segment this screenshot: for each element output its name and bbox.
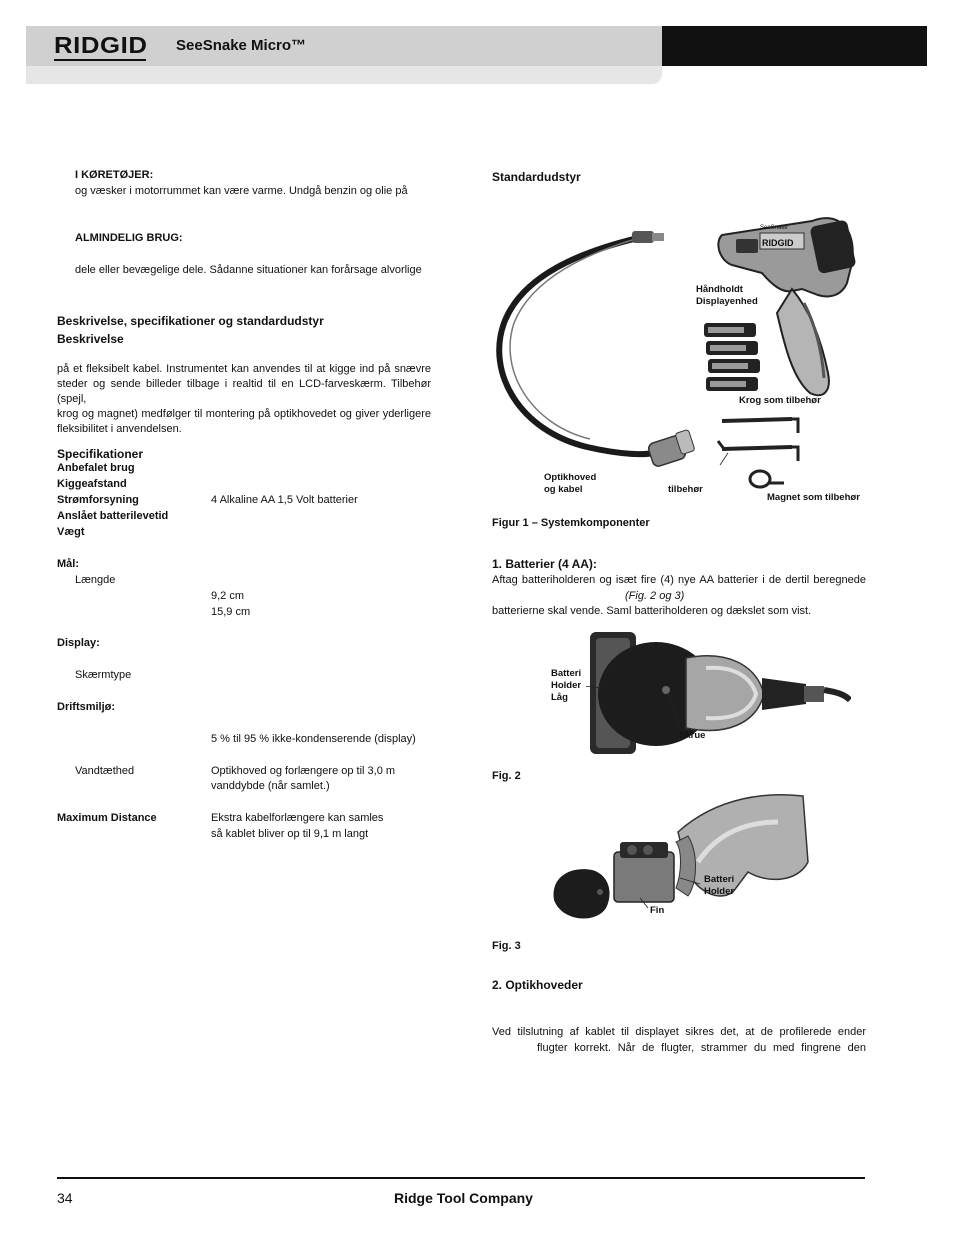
label-camera-1: Optikhoved — [544, 472, 597, 483]
batteries-heading: 1. Batterier (4 AA): — [492, 557, 597, 571]
spec-battery-life: Anslået batterilevetid — [57, 510, 169, 522]
dims-value-1: 9,2 cm — [211, 590, 245, 602]
optics-line-2: flugter korrekt. Når de flugter, strammer du med fingrene den — [537, 1042, 866, 1054]
env-water-value-2: vanddybde (når samlet.) — [211, 780, 330, 792]
screw-icon — [662, 686, 670, 694]
cable-line — [824, 690, 850, 700]
aa-batteries — [704, 323, 760, 391]
vehicles-heading: I KØRETØJER: — [75, 169, 154, 181]
label-camera-2: og kabel — [544, 484, 583, 495]
device-brand-label: RIDGID — [762, 238, 794, 248]
logo-underline — [54, 59, 146, 61]
optics-heading: 2. Optikhoveder — [492, 978, 583, 992]
batteries-line-2: (Fig. 2 og 3) — [625, 590, 685, 602]
label-accessory: tilbehør — [668, 484, 703, 495]
display-type: Skærmtype — [75, 669, 132, 681]
dims-heading: Mål: — [57, 558, 79, 570]
display-heading: Display: — [57, 637, 100, 649]
general-heading: ALMINDELIG BRUG: — [75, 232, 183, 244]
label-handheld-2: Displayenhed — [696, 296, 758, 307]
env-water: Vandtæthed — [75, 765, 135, 777]
env-water-value-1: Optikhoved og forlængere op til 3,0 m — [211, 765, 396, 777]
label-hook: Krog som tilbehør — [739, 395, 821, 406]
page-number: 34 — [57, 1190, 73, 1206]
description-text: på et fleksibelt kabel. Instrumentet kan anvendes til at kigge ind på snævre steder og sende billeder tilbage i realtid til en LCD-farveskærm. Tilbehør (spejl, krog og magnet) medfølger til montering på optikhovedet og giver yderligere fleksibilitet i anvendelsen. — [57, 363, 431, 435]
cable-line — [499, 237, 654, 454]
device-name-label: SeeSnake — [760, 225, 788, 231]
spec-power: Strømforsyning — [57, 494, 139, 506]
spec-weight: Vægt — [57, 526, 85, 538]
header-black-block — [662, 26, 927, 66]
footer-rule — [57, 1177, 865, 1179]
fig3-label-fin: Fin — [650, 905, 665, 916]
general-text: dele eller bevægelige dele. Sådanne situationer kan forårsage alvorlige — [75, 264, 422, 276]
header-band — [26, 66, 662, 84]
env-humidity-value: 5 % til 95 % ikke-kondenserende (display) — [211, 733, 416, 745]
fig2-label-holder-2: Holder — [551, 680, 582, 691]
section-title: Beskrivelse, specifikationer og standardudstyr — [57, 314, 324, 328]
spec-heading: Specifikationer — [57, 447, 144, 461]
description-heading: Beskrivelse — [57, 332, 124, 346]
spec-range: Kiggeafstand — [57, 478, 127, 490]
fig3-label-holder-1: Batteri — [704, 874, 735, 885]
handle-body — [678, 795, 808, 896]
spec-power-value: 4 Alkaline AA 1,5 Volt batterier — [211, 494, 358, 506]
dims-length: Længde — [75, 574, 116, 586]
footer-company: Ridge Tool Company — [394, 1190, 533, 1206]
standard-equipment-heading: Standardudstyr — [492, 170, 581, 184]
max-distance: Maximum Distance — [57, 812, 157, 824]
dims-value-2: 15,9 cm — [211, 606, 251, 618]
fig3-label-holder-2: Holder — [704, 886, 735, 897]
env-heading: Driftsmiljø: — [57, 701, 116, 713]
cable-connector — [632, 231, 654, 243]
spec-recommended: Anbefalet brug — [57, 462, 135, 474]
figure-3-caption: Fig. 3 — [492, 940, 521, 952]
fig2-label-holder-3: Låg — [551, 692, 568, 703]
batteries-line-1: Aftag batteriholderen og isæt fire (4) nye AA batterier i de dertil beregnede — [492, 574, 866, 586]
max-distance-value-2: så kablet bliver op til 9,1 m langt — [211, 828, 369, 840]
figure-1-caption: Figur 1 – Systemkomponenter — [492, 517, 650, 529]
figure-2-battery-cover — [586, 628, 851, 758]
magnet-accessory — [750, 471, 784, 487]
ridgid-logo: RIDGID — [54, 32, 148, 58]
figure-1-system-components — [492, 203, 872, 503]
figure-3-battery-holder — [548, 792, 810, 926]
optics-line-1: Ved tilslutning af kablet til displayet sikres det, at de profilerede ender — [492, 1026, 866, 1038]
fig2-label-screw: Skrue — [679, 730, 706, 741]
hook-accessory — [718, 419, 798, 461]
label-handheld-1: Håndholdt — [696, 284, 743, 295]
figure-2-caption: Fig. 2 — [492, 770, 521, 782]
page-title: SeeSnake Micro™ — [176, 37, 307, 54]
batteries-line-3: batterierne skal vende. Saml batteriholderen og dækslet som vist. — [492, 605, 812, 617]
fig2-label-holder-1: Batteri — [551, 668, 582, 679]
cable-highlight — [510, 237, 642, 439]
battery-holder — [614, 852, 674, 902]
vehicles-text: og væsker i motorrummet kan være varme. Undgå benzin og olie på — [75, 185, 408, 197]
label-magnet: Magnet som tilbehør — [767, 492, 860, 503]
max-distance-value-1: Ekstra kabelforlængere kan samles — [211, 812, 384, 824]
